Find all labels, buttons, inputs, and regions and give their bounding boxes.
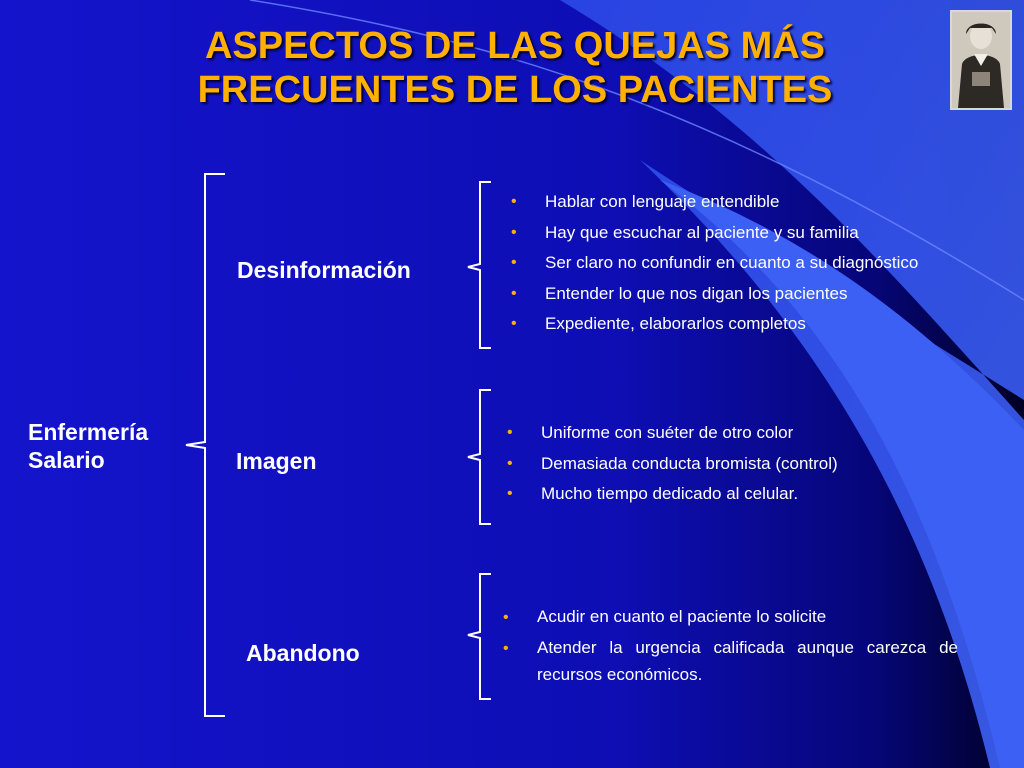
bullet-list-imagen — [507, 418, 947, 510]
list-item: • Acudir en cuanto el paciente lo solicite — [503, 603, 958, 630]
bullet-icon: • — [511, 254, 517, 271]
category-label-desinformacion: Desinformación — [237, 257, 411, 283]
title-line-2: FRECUENTES DE LOS PACIENTES — [197, 69, 833, 111]
list-item: • Expediente, elaborarlos completos — [511, 309, 1021, 340]
root-label-line-2: Salario — [28, 447, 105, 473]
root-label — [28, 418, 148, 474]
bullet-icon: • — [511, 223, 517, 241]
bullet-list-desinformacion — [511, 187, 1021, 340]
list-item: • Ser claro no confundir en cuanto a su diagnóstico — [511, 248, 1021, 279]
list-item: • Demasiada conducta bromista (control) — [507, 449, 947, 480]
root-bracket — [186, 174, 225, 716]
bullet-icon: • — [503, 609, 509, 626]
list-item: • Mucho tiempo dedicado al celular. — [507, 479, 947, 510]
list-item: • Entender lo que nos digan los pacientes — [511, 279, 1021, 310]
category-label-abandono: Abandono — [246, 640, 360, 666]
list-item: • Atender la urgencia calificada aunque carezca de recursos económicos. — [503, 634, 958, 688]
root-label-line-1: Enfermería — [28, 419, 149, 445]
bullet-icon: • — [503, 640, 509, 657]
category-label-imagen: Imagen — [236, 448, 317, 474]
list-item: • Hay que escuchar al paciente y su familia — [511, 218, 1021, 249]
imagen-bracket — [468, 390, 491, 524]
desinformacion-bracket — [468, 182, 491, 348]
abandono-bracket — [468, 574, 491, 699]
bullet-icon: • — [507, 424, 513, 441]
bullet-icon: • — [511, 284, 517, 302]
list-item: • Hablar con lenguaje entendible — [511, 187, 1021, 218]
list-item: • Uniforme con suéter de otro color — [507, 418, 947, 449]
bullet-list-abandono — [503, 603, 958, 688]
bullet-icon: • — [507, 485, 513, 502]
bullet-icon: • — [511, 315, 517, 332]
bullet-icon: • — [511, 193, 517, 210]
title-line-1: ASPECTOS DE LAS QUEJAS MÁS — [204, 25, 826, 67]
bullet-icon: • — [507, 454, 513, 472]
